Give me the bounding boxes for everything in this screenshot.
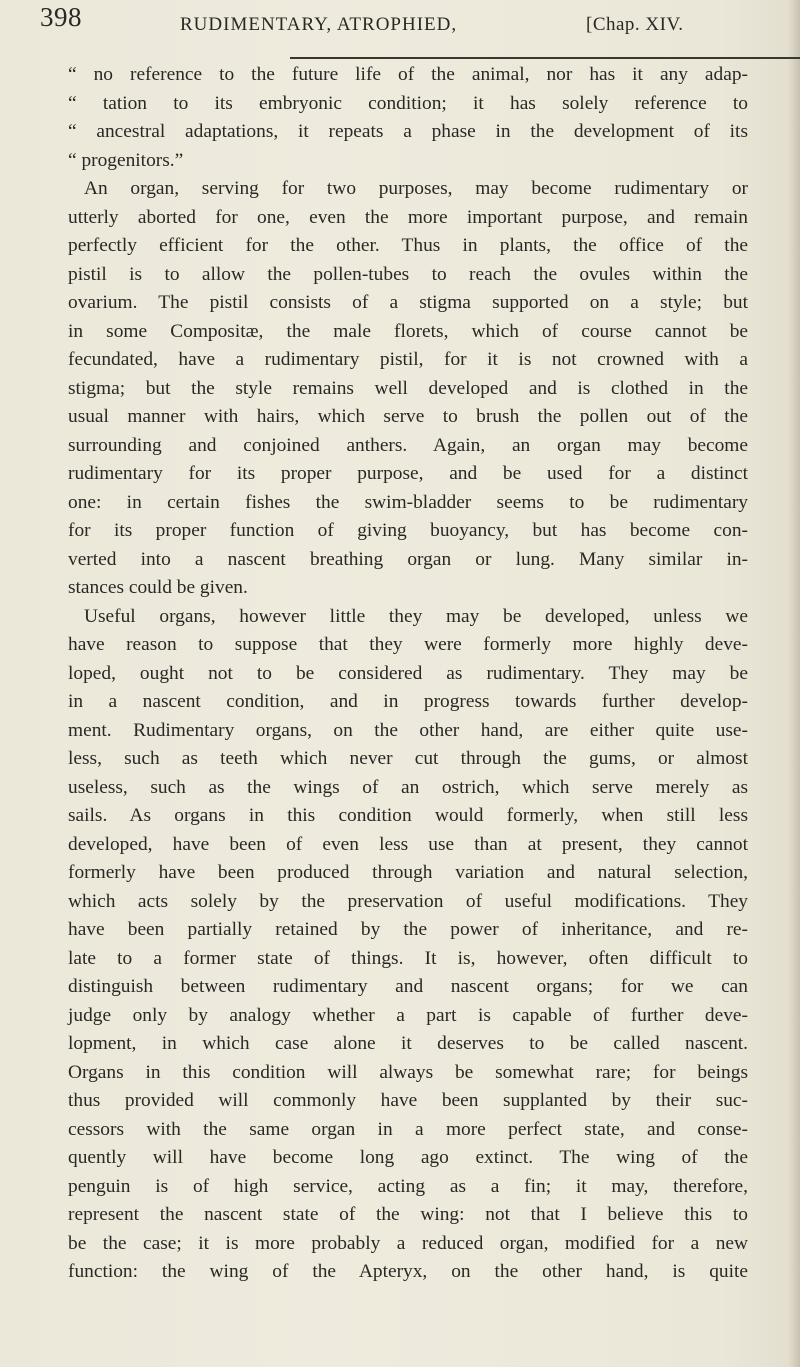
- text-line: in some Compositæ, the male florets, which of course cannot be: [68, 320, 748, 342]
- text-line: penguin is of high service, acting as a fin; it may, therefore,: [68, 1175, 748, 1197]
- header-rule: [290, 57, 800, 59]
- text-line: surrounding and conjoined anthers. Again, an organ may become: [68, 434, 748, 456]
- text-line: fecundated, have a rudimentary pistil, for it is not crowned with a: [68, 349, 748, 370]
- text-line: distinguish between rudimentary and nascent organs; for we can: [68, 976, 748, 997]
- text-line: in a nascent condition, and in progress towards further develop-: [68, 691, 748, 712]
- text-line: function: the wing of the Apteryx, on the other hand, is quite: [68, 1261, 748, 1282]
- text-line: judge only by analogy whether a part is capable of further deve-: [68, 1004, 748, 1026]
- text-line: which acts solely by the preservation of useful modifications. They: [68, 890, 748, 912]
- text-line: “ progenitors.”: [68, 149, 184, 171]
- text-line: pistil is to allow the pollen-tubes to reach the ovules within the: [68, 263, 748, 285]
- text-line: useless, such as the wings of an ostrich, which serve merely as: [68, 776, 748, 798]
- text-line: “ no reference to the future life of the animal, nor has it any adap-: [68, 64, 748, 85]
- paragraph-start-line: Useful organs, however little they may be developed, unless we: [84, 605, 748, 627]
- text-line: loped, ought not to be considered as rudimentary. They may be: [68, 662, 748, 684]
- text-line: ment. Rudimentary organs, on the other hand, are either quite use-: [68, 719, 748, 741]
- text-line: usual manner with hairs, which serve to brush the pollen out of the: [68, 406, 748, 427]
- paragraph-start-line: An organ, serving for two purposes, may become rudimentary or: [84, 178, 748, 199]
- text-line: cessors with the same organ in a more perfect state, and conse-: [68, 1118, 748, 1140]
- text-line: developed, have been of even less use than at present, they cannot: [68, 833, 748, 855]
- body-text: [68, 61, 748, 1287]
- text-line: less, such as teeth which never cut through the gums, or almost: [68, 748, 748, 769]
- text-line: “ ancestral adaptations, it repeats a phase in the development of its: [68, 121, 748, 142]
- text-line: formerly have been produced through variation and natural selection,: [68, 862, 748, 883]
- text-line: quently will have become long ago extinct. The wing of the: [68, 1147, 748, 1168]
- text-line: thus provided will commonly have been supplanted by their suc-: [68, 1090, 748, 1111]
- text-line: have been partially retained by the power of inheritance, and re-: [68, 919, 748, 940]
- text-line: rudimentary for its proper purpose, and be used for a distinct: [68, 463, 748, 484]
- text-line: sails. As organs in this condition would formerly, when still less: [68, 805, 748, 826]
- page-number: 398: [40, 2, 82, 32]
- text-line: utterly aborted for one, even the more important purpose, and remain: [68, 206, 748, 228]
- text-line: lopment, in which case alone it deserves to be called nascent.: [68, 1033, 748, 1054]
- text-line: Organs in this condition will always be somewhat rare; for beings: [68, 1061, 748, 1083]
- text-line: late to a former state of things. It is, however, often difficult to: [68, 947, 748, 969]
- text-line: be the case; it is more probably a reduced organ, modified for a new: [68, 1232, 748, 1254]
- text-line: represent the nascent state of the wing: not that I believe this to: [68, 1204, 748, 1225]
- text-line: have reason to suppose that they were formerly more highly deve-: [68, 634, 748, 655]
- text-line: stances could be given.: [68, 577, 248, 598]
- chapter-reference: [Chap. XIV.: [586, 14, 684, 35]
- text-line: verted into a nascent breathing organ or lung. Many similar in-: [68, 548, 748, 570]
- text-line: one: in certain fishes the swim-bladder seems to be rudimentary: [68, 491, 748, 513]
- text-line: perfectly efficient for the other. Thus in plants, the office of the: [68, 235, 748, 256]
- text-line: for its proper function of giving buoyancy, but has become con-: [68, 520, 748, 541]
- text-line: “ tation to its embryonic condition; it has solely reference to: [68, 92, 748, 114]
- text-line: ovarium. The pistil consists of a stigma supported on a style; but: [68, 292, 748, 313]
- running-title: RUDIMENTARY, ATROPHIED,: [180, 14, 458, 35]
- page-edge-shadow: [788, 0, 800, 1367]
- text-line: stigma; but the style remains well developed and is clothed in the: [68, 377, 748, 399]
